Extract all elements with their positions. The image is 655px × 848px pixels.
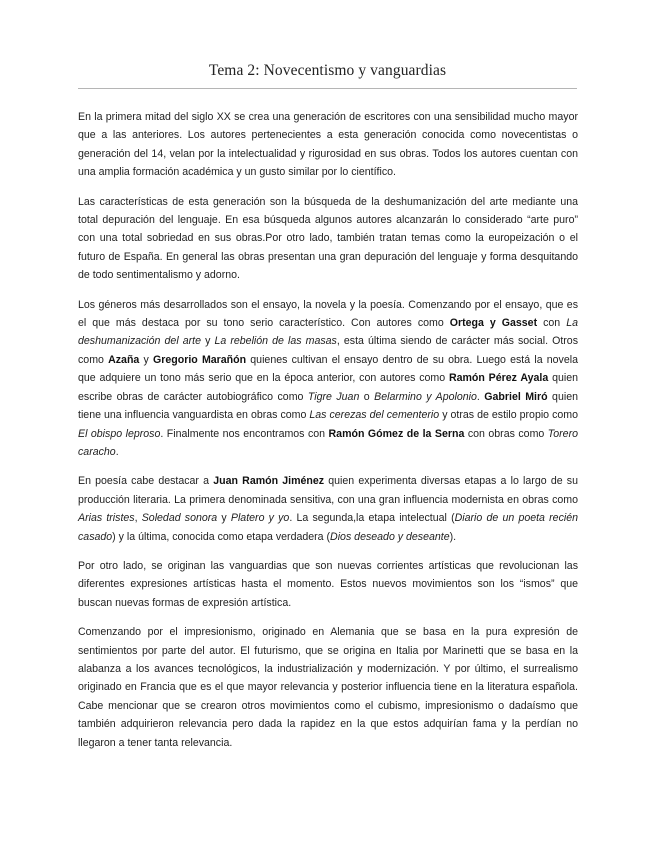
italic-work-title: Torero caracho — [78, 427, 578, 458]
paragraph-text: Los géneros más desarrollados son el ensayo, la novela y la poesía. Comenzando por el ensayo, que es el que más destaca por su tono serio característico. Con autores como — [78, 298, 578, 330]
paragraph-text: quienes cultivan el ensayo dentro de su obra. Luego está la novela que adquiere un tono más serio que en la época anterior, con autores como — [78, 353, 578, 385]
paragraph-text: En poesía cabe destacar a — [78, 475, 214, 488]
italic-work-title: Platero y yo — [230, 512, 290, 525]
paragraph-text: , — [134, 512, 142, 525]
paragraph-6 — [78, 623, 578, 752]
paragraph-text: y — [139, 353, 154, 366]
italic-work-title: Belarmino y Apolonio — [374, 390, 477, 403]
paragraph-text: quien tiene una influencia vanguardista en obras como — [78, 390, 578, 422]
bold-author-name: Gabriel Miró — [484, 390, 548, 403]
paragraph-3 — [78, 296, 578, 462]
paragraph-text: o — [359, 390, 375, 403]
bold-author-name: Ramón Pérez Ayala — [448, 372, 549, 385]
paragraph-text: Comenzando por el impresionismo, originado en Alemania que se basa en la pura expresión de sentimientos por parte del autor. El futurismo, que se origina en Italia por Marinetti que se basa en la alabanza a los avances tecnológicos, la industrialización y modernización. Y por último, el surrealismo originado en Francia que es el que mayor relevancia y posterior influencia tiene en la literatura española. Cabe mencionar que se crearon otros movimientos como el cubismo, impresionismo o dadaísmo que también adquirieron relevancia pero dada la rapidez en la que estos adquirían fama y la perdían no llegaron a tener tanta relevancia. — [78, 626, 578, 749]
paragraph-text: ) y la última, conocida como etapa verdadera ( — [112, 530, 331, 543]
italic-work-title: Soledad sonora — [141, 512, 218, 525]
paragraph-1 — [78, 108, 578, 182]
paragraph-text: y — [217, 512, 231, 525]
paragraph-text: Las características de esta generación son la búsqueda de la deshumanización del arte mediante una total depuración del lenguaje. En esa búsqueda algunos autores alcanzarán lo considerado “arte puro” con una total sobriedad en sus obras.Por otro lado, también tratan temas como la europeización o el futuro de España. En general las obras presentan una gran depuración del lenguaje y forma desquitando de todo sentimentalismo y adorno. — [78, 195, 578, 282]
paragraph-text: . Finalmente nos encontramos con — [160, 427, 329, 440]
paragraph-4 — [78, 472, 578, 546]
bold-author-name: Gregorio Marañón — [153, 353, 247, 366]
bold-author-name: Ortega y Gasset — [449, 317, 538, 330]
italic-work-title: Las cerezas del cementerio — [309, 409, 440, 422]
document-body — [78, 108, 578, 763]
bold-author-name: Juan Ramón Jiménez — [213, 475, 325, 488]
paragraph-text: . — [115, 445, 119, 458]
italic-work-title: Diario de un poeta recién casado — [78, 512, 578, 543]
title-divider — [78, 88, 577, 89]
italic-work-title: La rebelión de las masas — [214, 335, 337, 348]
paragraph-text: con — [537, 317, 567, 330]
paragraph-text: En la primera mitad del siglo XX se crea una generación de escritores con una sensibilidad mucho mayor que a las anteriores. Los autores pertenecientes a esta generación conocida como novecentistas o generación del 14, velan por la intelectualidad y rigurosidad en sus obras. Todos los autores cuentan con una amplia formación académica y un gusto similar por lo científico. — [78, 111, 578, 179]
paragraph-text: y otras de estilo propio como — [439, 409, 578, 422]
italic-work-title: La deshumanización del arte — [78, 317, 578, 348]
paragraph-text: , esta última siendo de carácter más social. Otros como — [78, 335, 578, 366]
paragraph-text: Por otro lado, se originan las vanguardias que son nuevas corrientes artísticas que revolucionan las diferentes expresiones artísticas hasta el momento. Estos nuevos movimientos son los “ismos” que buscan nuevas formas de expresión artística. — [78, 559, 578, 609]
italic-work-title: Arias tristes — [78, 512, 135, 525]
paragraph-text: quien experimenta diversas etapas a lo largo de su producción literaria. La primera denominada sensitiva, con una gran influencia modernista en obras como — [78, 475, 578, 506]
bold-author-name: Ramón Gómez de la Serna — [328, 427, 465, 440]
bold-author-name: Azaña — [108, 353, 140, 366]
paragraph-text: . La segunda,la etapa intelectual ( — [289, 512, 455, 525]
page-title: Tema 2: Novecentismo y vanguardias — [208, 62, 447, 79]
paragraph-text: con obras como — [464, 427, 548, 440]
paragraph-5 — [78, 557, 578, 612]
paragraph-text: ). — [449, 530, 457, 543]
paragraph-text: . — [476, 390, 485, 403]
paragraph-2 — [78, 193, 578, 285]
italic-work-title: Tigre Juan — [307, 390, 360, 403]
paragraph-text: y — [201, 335, 215, 348]
italic-work-title: Dios deseado y deseante — [330, 530, 450, 543]
paragraph-text: quien escribe obras de carácter autobiográfico como — [78, 372, 579, 403]
italic-work-title: El obispo leproso — [78, 427, 161, 440]
